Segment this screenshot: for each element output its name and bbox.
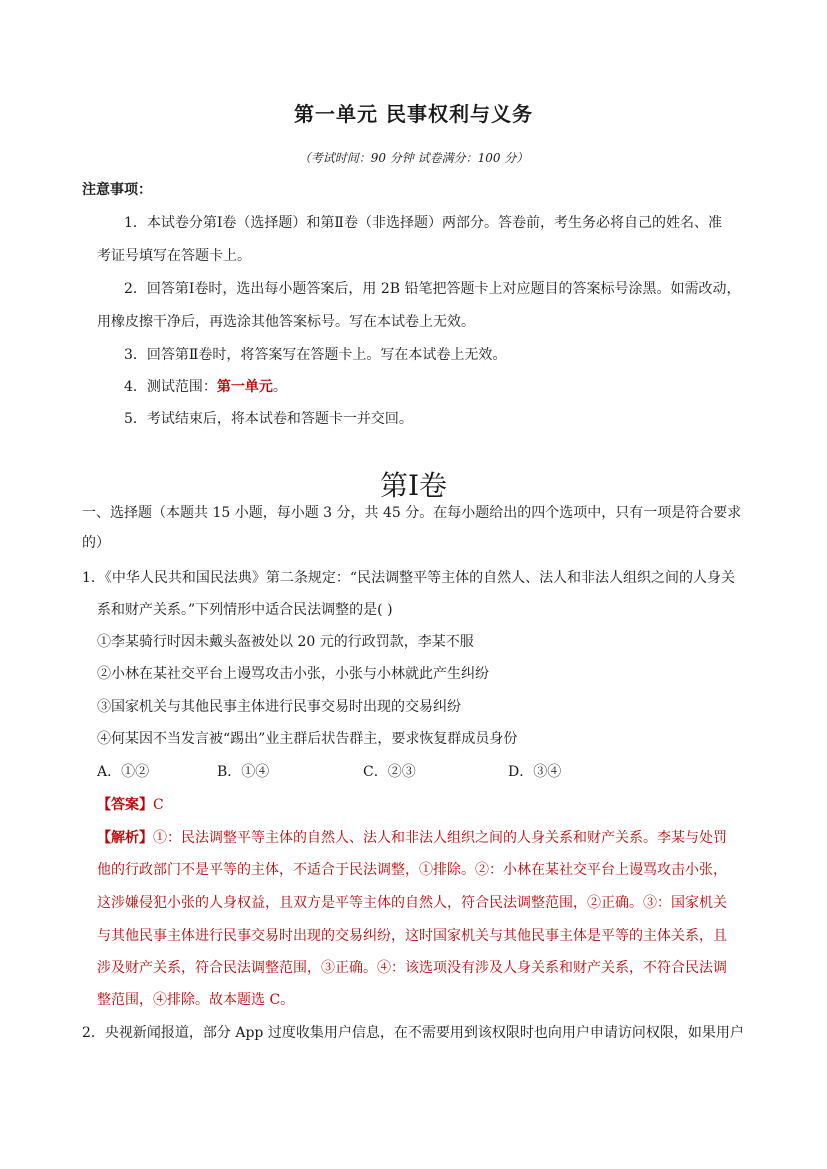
note-line-2-cont: 用橡皮擦干净后，再选涂其他答案标号。写在本试卷上无效。 <box>97 314 475 330</box>
note-line-3: 3．回答第Ⅱ卷时，将答案写在答题卡上。写在本试卷上无效。 <box>124 347 507 363</box>
note-line-1: 1．本试卷分第Ⅰ卷（选择题）和第Ⅱ卷（非选择题）两部分。答卷前，考生务必将自己的姓名、准 <box>124 215 722 231</box>
answer-value: C <box>153 797 164 813</box>
analysis-line-5: 涉及财产关系，符合民法调整范围，③正确。④：该选项没有涉及人身关系和财产关系，不符合民法调 <box>97 960 727 976</box>
note-4-prefix: 4．测试范围： <box>124 379 217 395</box>
test-scope: 第一单元 <box>216 379 273 395</box>
question-1-stem-cont: 系和财产关系。”下列情形中适合民法调整的是( ) <box>97 602 393 618</box>
analysis-line-1 <box>97 828 727 848</box>
note-4-suffix: 。 <box>272 379 287 395</box>
analysis-line-4: 与其他民事主体进行民事交易时出现的交易纠纷，这时国家机关与其他民事主体是平等的主体关系，且 <box>97 928 727 944</box>
exam-info: （考试时间：90 分钟 试卷满分：100 分） <box>298 151 529 165</box>
notes-heading: 注意事项： <box>82 182 152 198</box>
answer <box>97 795 164 815</box>
option-b: B．①④ <box>217 764 270 780</box>
section-instruction: 一、选择题（本题共 15 小题，每小题 3 分，共 45 分。在每小题给出的四个选项中，只有一项是符合要求 <box>82 505 742 521</box>
answer-label: 【答案】 <box>97 797 153 813</box>
question-1-stem: 1．《中华人民共和国民法典》第二条规定：“民法调整平等主体的自然人、法人和非法人组织之间的人身关 <box>82 570 736 586</box>
analysis-line-3: 这涉嫌侵犯小张的人身权益，且双方是平等主体的自然人，符合民法调整范围，②正确。③：国家机关 <box>97 895 727 911</box>
option-c: C．②③ <box>363 764 416 780</box>
statement-2: ②小林在某社交平台上谩骂攻击小张，小张与小林就此产生纠纷 <box>97 666 489 682</box>
statement-4: ④何某因不当发言被“踢出”业主群后状告群主，要求恢复群成员身份 <box>97 731 518 747</box>
statement-3: ③国家机关与其他民事主体进行民事交易时出现的交易纠纷 <box>97 699 461 715</box>
note-line-5: 5．考试结束后，将本试卷和答题卡一并交回。 <box>124 411 413 427</box>
note-line-4 <box>124 377 287 397</box>
page-title: 第一单元 民事权利与义务 <box>294 102 533 126</box>
analysis-label: 【解析】 <box>97 830 153 846</box>
note-line-2: 2．回答第Ⅰ卷时，选出每小题答案后，用 2B 铅笔把答题卡上对应题目的答案标号涂黑。如需改动， <box>124 281 741 297</box>
option-d: D．③④ <box>508 764 562 780</box>
statement-1: ①李某骑行时因未戴头盔被处以 20 元的行政罚款，李某不服 <box>97 634 474 650</box>
option-a: A．①② <box>97 764 150 780</box>
note-line-1-cont: 考证号填写在答题卡上。 <box>97 248 251 264</box>
analysis-line-6: 整范围，④排除。故本题选 C。 <box>97 992 295 1008</box>
analysis-line-2: 他的行政部门不是平等的主体，不适合于民法调整，①排除。②：小林在某社交平台上谩骂攻击小张， <box>97 862 727 878</box>
analysis-text-1: ①：民法调整平等主体的自然人、法人和非法人组织之间的人身关系和财产关系。李某与处罚 <box>153 830 727 846</box>
question-2-stem: 2．央视新闻报道，部分 App 过度收集用户信息，在不需要用到该权限时也向用户申请访问权限，如果用户 <box>82 1025 744 1041</box>
section-title: 第Ⅰ卷 <box>379 469 448 502</box>
section-instruction-cont: 的） <box>82 535 110 551</box>
